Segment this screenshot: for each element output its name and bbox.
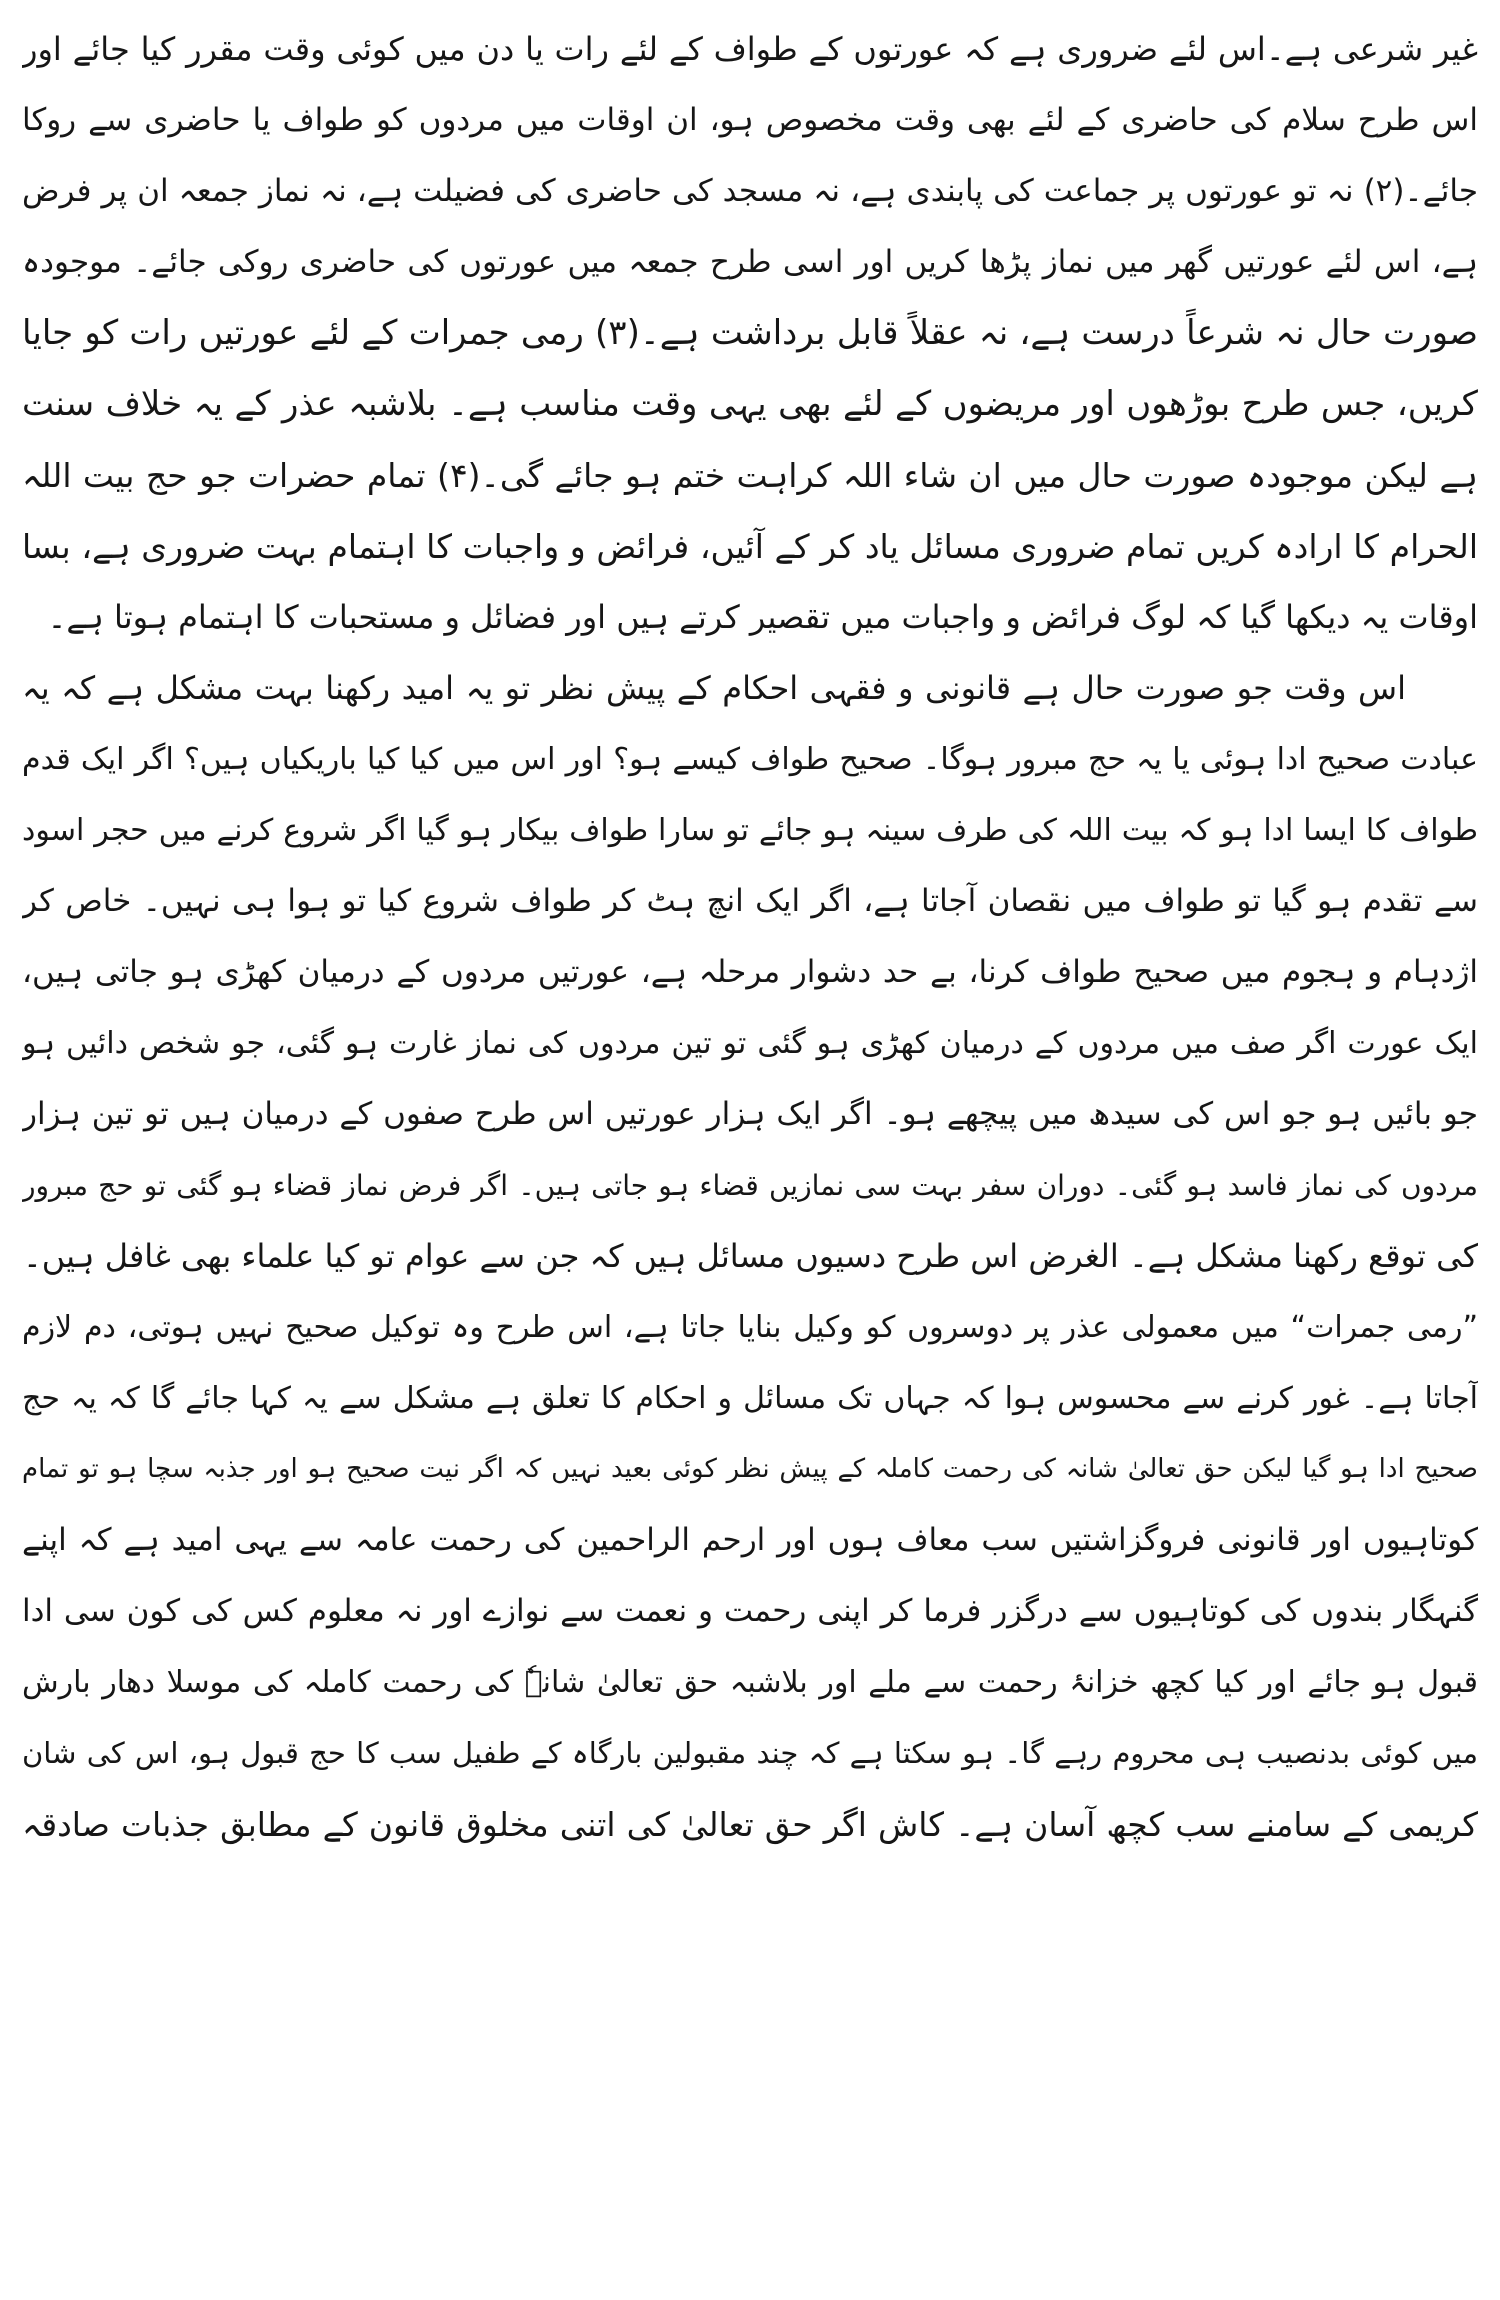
text-line: ”رمی جمرات“ میں معمولی عذر پر دوسروں کو وکیل بنایا جاتا ہے، اس طرح وہ توکیل صحیح نہیں ہوتی، دم لازم xyxy=(22,1310,1478,1345)
text-line: جو بائیں ہو جو اس کی سیدھ میں پیچھے ہو۔ اگر ایک ہزار عورتیں اس طرح صفوں کے درمیان ہیں تو تین ہزار xyxy=(22,1096,1478,1132)
text-line: عبادت صحیح ادا ہوئی یا یہ حج مبرور ہوگا۔ صحیح طواف کیسے ہو؟ اور اس میں کیا کیا باریکیاں ہیں؟ اگر ایک قدم xyxy=(22,742,1478,777)
text-line: ہے لیکن موجودہ صورت حال میں ان شاء اللہ کراہت ختم ہو جائے گی۔(۴) تمام حضرات جو حج بیت اللہ xyxy=(22,456,1478,495)
text-line: کریں، جس طرح بوڑھوں اور مریضوں کے لئے بھی یہی وقت مناسب ہے۔ بلاشبہ عذر کے یہ خلاف سنت xyxy=(22,384,1478,424)
text-line: گنہگار بندوں کی کوتاہیوں سے درگزر فرما کر اپنی رحمت و نعمت سے نوازے اور نہ معلوم کس کی کون سی ادا xyxy=(22,1593,1478,1629)
text-line: اس وقت جو صورت حال ہے قانونی و فقہی احکام کے پیش نظر تو یہ امید رکھنا بہت مشکل ہے کہ یہ xyxy=(22,669,1406,707)
text-line: صحیح ادا ہو گیا لیکن حق تعالیٰ شانہ کی رحمت کاملہ کے پیش نظر کوئی بعید نہیں کہ اگر نیت صحیح ہو اور جذبہ سچا ہو تو تمام xyxy=(22,1454,1478,1484)
text-line: سے تقدم ہو گیا تو طواف میں نقصان آجاتا ہے، اگر ایک انچ ہٹ کر طواف شروع کیا تو ہوا ہی نہیں۔ خاص کر xyxy=(22,883,1478,919)
text-line: قبول ہو جائے اور کیا کچھ خزانۂ رحمت سے ملے اور بلاشبہ حق تعالیٰ شانہٗ کی رحمت کاملہ کی موسلا دھار بارش xyxy=(22,1665,1478,1700)
text-line: اژدہام و ہجوم میں صحیح طواف کرنا، بے حد دشوار مرحلہ ہے، عورتیں مردوں کے درمیان کھڑی ہو جاتی ہیں، xyxy=(22,954,1478,990)
text-line: کریمی کے سامنے سب کچھ آسان ہے۔ کاش اگر حق تعالیٰ کی اتنی مخلوق قانون کے مطابق جذبات صادقہ xyxy=(22,1805,1478,1844)
text-line: مردوں کی نماز فاسد ہو گئی۔ دوران سفر بہت سی نمازیں قضاء ہو جاتی ہیں۔ اگر فرض نماز قضاء ہو گئی تو حج مبرور xyxy=(22,1169,1478,1202)
text-line: اوقات یہ دیکھا گیا کہ لوگ فرائض و واجبات میں تقصیر کرتے ہیں اور فضائل و مستحبات کا اہتمام ہوتا ہے۔ xyxy=(47,598,1478,636)
text-line: غیر شرعی ہے۔اس لئے ضروری ہے کہ عورتوں کے طواف کے لئے رات یا دن میں کوئی وقت مقرر کیا جائے اور xyxy=(22,30,1478,68)
text-line: کی توقع رکھنا مشکل ہے۔ الغرض اس طرح دسیوں مسائل ہیں کہ جن سے عوام تو کیا علماء بھی غافل ہیں۔ xyxy=(23,1237,1478,1275)
text-line: اس طرح سلام کی حاضری کے لئے بھی وقت مخصوص ہو، ان اوقات میں مردوں کو طواف یا حاضری سے روکا xyxy=(22,102,1478,138)
text-line: الحرام کا ارادہ کریں تمام ضروری مسائل یاد کر کے آئیں، فرائض و واجبات کا اہتمام بہت ضروری ہے، بسا xyxy=(22,527,1478,566)
text-line: آجاتا ہے۔ غور کرنے سے محسوس ہوا کہ جہاں تک مسائل و احکام کا تعلق ہے مشکل سے یہ کہا جائے گا کہ یہ حج xyxy=(22,1381,1478,1416)
text-line: ہے، اس لئے عورتیں گھر میں نماز پڑھا کریں اور اسی طرح جمعہ میں عورتوں کی حاضری روکی جائے۔ موجودہ xyxy=(22,244,1478,280)
text-line: ایک عورت اگر صف میں مردوں کے درمیان کھڑی ہو گئی تو تین مردوں کی نماز غارت ہو گئی، جو شخص دائیں ہو xyxy=(22,1026,1478,1061)
text-line: میں کوئی بدنصیب ہی محروم رہے گا۔ ہو سکتا ہے کہ چند مقبولین بارگاہ کے طفیل سب کا حج قبول ہو، اس کی شان xyxy=(22,1736,1478,1770)
text-line: صورت حال نہ شرعاً درست ہے، نہ عقلاً قابل برداشت ہے۔(۳) رمی جمرات کے لئے عورتیں رات کو جایا xyxy=(22,313,1478,353)
text-line: طواف کا ایسا ادا ہو کہ بیت اللہ کی طرف سینہ ہو جائے تو سارا طواف بیکار ہو گیا اگر شروع کرنے میں حجر اسود xyxy=(22,813,1478,848)
text-line: کوتاہیوں اور قانونی فروگزاشتیں سب معاف ہوں اور ارحم الراحمین کی رحمت عامہ سے یہی امید ہے کہ اپنے xyxy=(22,1522,1478,1558)
text-line: جائے۔(۲) نہ تو عورتوں پر جماعت کی پابندی ہے، نہ مسجد کی حاضری کی فضیلت ہے، نہ نماز جمعہ ان پر فرض xyxy=(22,173,1478,209)
